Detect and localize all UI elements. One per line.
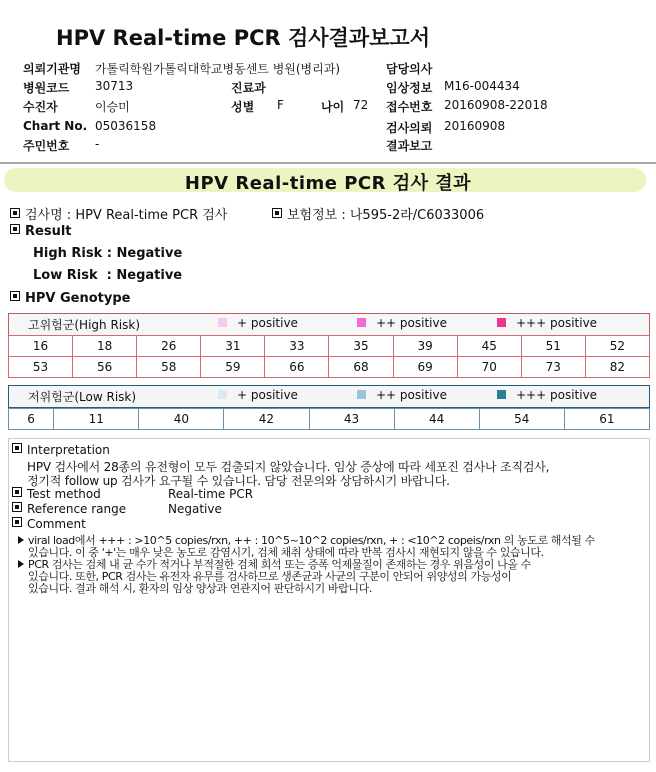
- patient-value: 이승미: [95, 100, 130, 114]
- sex-value: F: [277, 98, 284, 112]
- high-risk-result: High Risk : Negative: [33, 246, 183, 261]
- ordering-dept-label: 의뢰기관명: [23, 62, 81, 76]
- high-risk-legend-3: [497, 316, 597, 330]
- bullet-square-icon: [12, 443, 22, 453]
- result-heading-text: Result: [25, 224, 72, 239]
- low-risk-legend-1: [218, 388, 298, 402]
- genotype-cell: 43: [309, 409, 394, 430]
- table-row: [9, 336, 650, 357]
- physician-label: 담당의사: [386, 62, 433, 76]
- report-title: HPV Real-time PCR 검사결과보고서: [56, 26, 430, 50]
- resident-no-label: 주민번호: [23, 139, 70, 153]
- genotype-cell: 69: [393, 357, 457, 378]
- result-banner-title: HPV Real-time PCR 검사 결과: [184, 173, 472, 194]
- reference-range-label: [12, 502, 126, 516]
- clinical-info-label: 임상정보: [386, 81, 433, 95]
- legend-swatch-icon: [497, 318, 506, 327]
- genotype-cell: 61: [564, 409, 649, 430]
- genotype-cell: 31: [201, 336, 265, 357]
- test-name-line: [10, 204, 227, 223]
- genotype-cell: 39: [393, 336, 457, 357]
- genotype-cell: 82: [585, 357, 649, 378]
- genotype-cell: 26: [137, 336, 201, 357]
- comment-text: viral load에서 +++ : >10^5 copies/rxn, ++ : 10^5~10^2 copies/rxn, + : <10^2 copeis/rxn 의 농도로 해석될 수: [28, 534, 595, 547]
- genotype-cell: 70: [457, 357, 521, 378]
- bullet-square-icon: [12, 517, 22, 527]
- age-value: 72: [353, 98, 369, 112]
- insurance-text: 보험정보 : 나595-2라/C6033006: [287, 208, 485, 223]
- clinical-info-value: M16-004434: [444, 79, 520, 93]
- genotype-cell: 16: [9, 336, 73, 357]
- comment-label-text: Comment: [27, 517, 86, 531]
- request-date-label: 검사의뢰: [386, 121, 433, 135]
- genotype-cell: 68: [329, 357, 393, 378]
- genotype-cell: 53: [9, 357, 73, 378]
- interpretation-line-2: 정기적 follow up 검사가 요구될 수 있습니다. 담당 전문의와 상담하시기 바랍니다.: [27, 474, 450, 488]
- result-report-label: 결과보고: [386, 139, 433, 153]
- genotype-cell: 73: [521, 357, 585, 378]
- test-method-label: [12, 487, 101, 501]
- genotype-heading: [10, 291, 130, 306]
- receipt-no-value: 20160908-22018: [444, 98, 548, 112]
- legend-label: + positive: [237, 316, 298, 330]
- sex-label: 성별: [231, 100, 255, 114]
- high-risk-legend-2: [357, 316, 447, 330]
- genotype-cell: 56: [73, 357, 137, 378]
- legend-label: +++ positive: [516, 316, 598, 330]
- genotype-cell: 54: [479, 409, 564, 430]
- test-name-text: 검사명 : HPV Real-time PCR 검사: [25, 208, 228, 223]
- genotype-cell: 44: [394, 409, 479, 430]
- reference-range-value: Negative: [168, 502, 222, 516]
- patient-label: 수진자: [23, 100, 58, 114]
- low-risk-table: [8, 408, 650, 430]
- clinic-label: 진료과: [231, 81, 266, 95]
- legend-label: + positive: [237, 388, 298, 402]
- bullet-square-icon: [12, 487, 22, 497]
- bullet-square-icon: [10, 224, 20, 234]
- triangle-bullet-icon: [18, 560, 24, 568]
- legend-label: ++ positive: [376, 316, 447, 330]
- bullet-square-icon: [272, 208, 282, 218]
- bullet-square-icon: [10, 208, 20, 218]
- table-row: [9, 409, 650, 430]
- high-risk-legend-1: [218, 316, 298, 330]
- legend-swatch-icon: [357, 390, 366, 399]
- chart-no-value: 05036158: [95, 119, 157, 133]
- insurance-line: [272, 204, 484, 223]
- test-method-value: Real-time PCR: [168, 487, 254, 501]
- low-risk-result: Low Risk : Negative: [33, 268, 183, 283]
- triangle-bullet-icon: [18, 536, 24, 544]
- age-label: 나이: [321, 100, 345, 114]
- interpretation-heading: [12, 443, 110, 457]
- header-divider: [0, 162, 656, 164]
- genotype-cell: 52: [585, 336, 649, 357]
- comment-2-line-2: 있습니다. 또한, PCR 검사는 유전자 유무를 검사하므로 생존균과 사균의 구분이 안되어 위양성의 가능성이: [28, 570, 512, 583]
- interpretation-line-1: HPV 검사에서 28종의 유전형이 모두 검출되지 않았습니다. 임상 증상에 따라 세포진 검사나 조직검사,: [27, 460, 550, 474]
- high-risk-label: 고위험군(High Risk): [28, 318, 140, 332]
- comment-1-line-2: 있습니다. 이 중 '+'는 매우 낮은 농도로 감염시기, 검체 채취 상태에 따라 반복 검사시 재현되지 않을 수 있습니다.: [28, 546, 544, 559]
- low-risk-label: 저위험군(Low Risk): [28, 390, 137, 404]
- legend-swatch-icon: [357, 318, 366, 327]
- genotype-cell: 66: [265, 357, 329, 378]
- legend-label: ++ positive: [376, 388, 447, 402]
- comment-2-line-3: 있습니다. 결과 해석 시, 환자의 임상 양상과 연관지어 판단하시기 바랍니다.: [28, 582, 372, 595]
- bullet-square-icon: [10, 291, 20, 301]
- legend-swatch-icon: [218, 318, 227, 327]
- genotype-cell: 18: [73, 336, 137, 357]
- legend-swatch-icon: [497, 390, 506, 399]
- comment-label: [12, 517, 86, 531]
- genotype-cell: 58: [137, 357, 201, 378]
- genotype-cell: 11: [54, 409, 139, 430]
- hospital-code-label: 병원코드: [23, 81, 70, 95]
- genotype-cell: 45: [457, 336, 521, 357]
- genotype-cell: 6: [9, 409, 54, 430]
- high-risk-table: [8, 335, 650, 378]
- result-heading: [10, 224, 72, 239]
- low-risk-legend-3: [497, 388, 597, 402]
- legend-label: +++ positive: [516, 388, 598, 402]
- table-row: [9, 357, 650, 378]
- interpretation-heading-text: Interpretation: [27, 443, 110, 457]
- resident-no-value: -: [95, 137, 100, 151]
- low-risk-legend-2: [357, 388, 447, 402]
- comment-text: PCR 검사는 검체 내 균 수가 적거나 부적절한 검체 희석 또는 증폭 억제물질이 존재하는 경우 위음성이 나올 수: [28, 558, 531, 571]
- ordering-dept-value: 가톨릭학원가톨릭대학교병동센트 병원(병리과): [95, 62, 341, 76]
- genotype-cell: 40: [139, 409, 224, 430]
- chart-no-label: Chart No.: [23, 119, 88, 133]
- receipt-no-label: 접수번호: [386, 100, 433, 114]
- genotype-cell: 51: [521, 336, 585, 357]
- genotype-cell: 42: [224, 409, 309, 430]
- legend-swatch-icon: [218, 390, 227, 399]
- genotype-heading-text: HPV Genotype: [25, 291, 131, 306]
- hospital-code-value: 30713: [95, 79, 134, 93]
- genotype-cell: 33: [265, 336, 329, 357]
- request-date-value: 20160908: [444, 119, 506, 133]
- genotype-cell: 59: [201, 357, 265, 378]
- test-method-label-text: Test method: [27, 487, 101, 501]
- genotype-cell: 35: [329, 336, 393, 357]
- reference-range-label-text: Reference range: [27, 502, 127, 516]
- bullet-square-icon: [12, 502, 22, 512]
